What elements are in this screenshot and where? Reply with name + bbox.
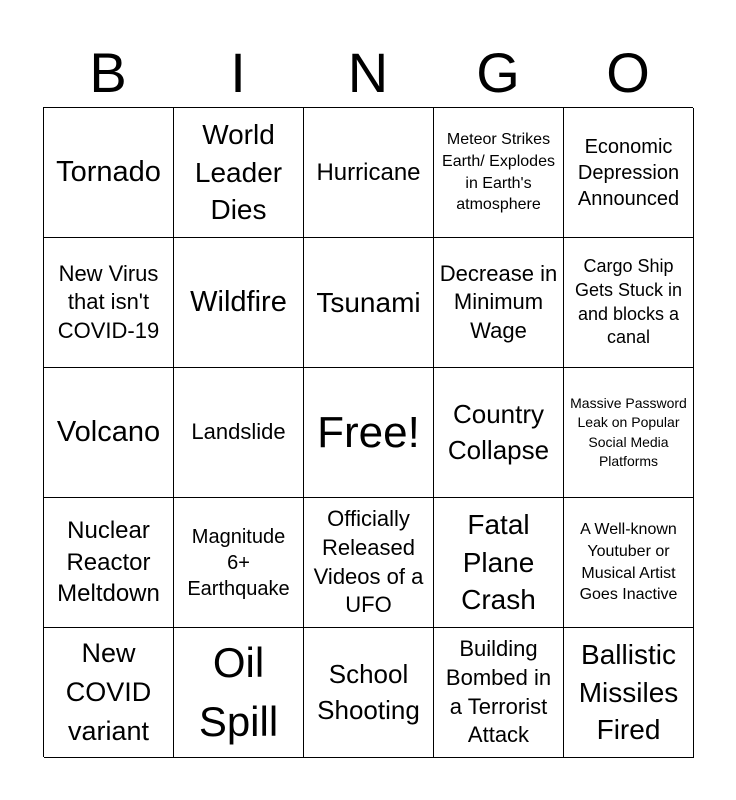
free-space[interactable]: Free! [304,368,434,498]
bingo-cell[interactable]: Oil Spill [174,628,304,758]
header-letter-o: O [606,41,650,104]
bingo-cell[interactable]: New Virus that isn't COVID-19 [44,238,174,368]
header-letter-b: B [89,41,127,104]
bingo-cell[interactable]: Officially Released Videos of a UFO [304,498,434,628]
bingo-cell[interactable]: School Shooting [304,628,434,758]
bingo-cell[interactable]: Country Collapse [434,368,564,498]
bingo-cell[interactable]: New COVID variant [44,628,174,758]
bingo-cell[interactable]: Nuclear Reactor Meltdown [44,498,174,628]
bingo-cell[interactable]: Cargo Ship Gets Stuck in and blocks a canal [564,238,694,368]
bingo-cell[interactable]: Massive Password Leak on Popular Social Media Platforms [564,368,694,498]
bingo-cell[interactable]: Fatal Plane Crash [434,498,564,628]
header-letter-g: G [476,41,520,104]
header-letter-i: I [230,41,246,104]
bingo-grid [43,107,693,757]
bingo-cell[interactable]: Economic Depression Announced [564,108,694,238]
bingo-header [43,40,693,106]
bingo-cell[interactable]: A Well-known Youtuber or Musical Artist Goes Inactive [564,498,694,628]
header-letter-n: N [347,41,389,104]
bingo-cell[interactable]: Meteor Strikes Earth/ Explodes in Earth's atmosphere [434,108,564,238]
bingo-cell[interactable]: Magnitude 6+ Earthquake [174,498,304,628]
bingo-cell[interactable]: Ballistic Missiles Fired [564,628,694,758]
bingo-cell[interactable]: Volcano [44,368,174,498]
bingo-cell[interactable]: Landslide [174,368,304,498]
bingo-cell[interactable]: World Leader Dies [174,108,304,238]
bingo-cell[interactable]: Tsunami [304,238,434,368]
bingo-cell[interactable]: Building Bombed in a Terrorist Attack [434,628,564,758]
bingo-cell[interactable]: Decrease in Minimum Wage [434,238,564,368]
bingo-cell[interactable]: Hurricane [304,108,434,238]
bingo-cell[interactable]: Tornado [44,108,174,238]
bingo-cell[interactable]: Wildfire [174,238,304,368]
